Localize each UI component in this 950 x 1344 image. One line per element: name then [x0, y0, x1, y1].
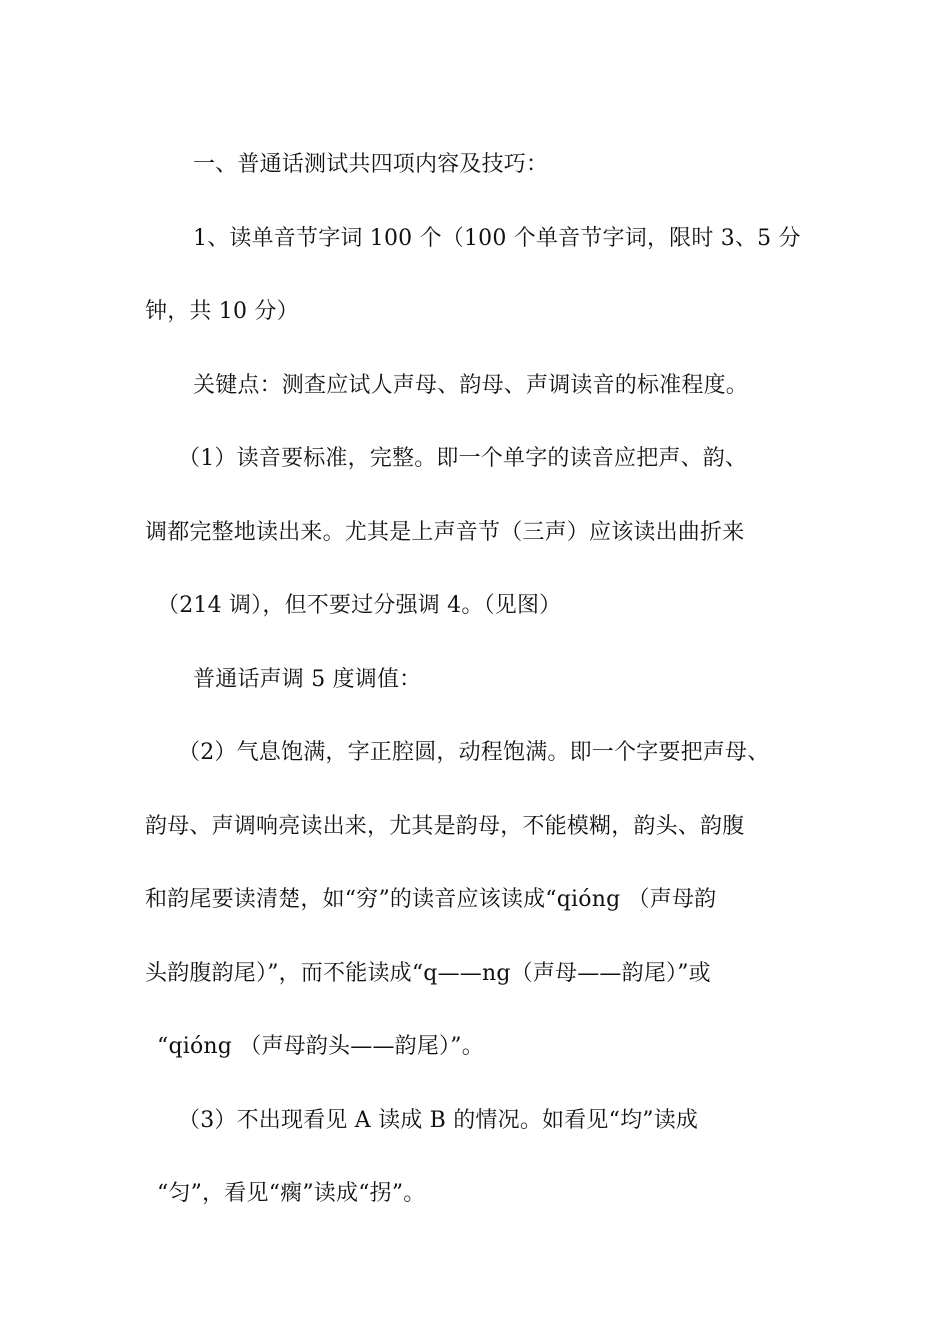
document-body: [145, 128, 825, 1231]
point-2-line-1: （2）气息饱满，字正腔圆，动程饱满。即一个字要把声母、: [178, 740, 770, 765]
point-2-line-3: 和韵尾要读清楚，如“穷”的读音应该读成“qióng （声母韵: [145, 887, 717, 912]
point-3-line-1: （3）不出现看见 A 读成 B 的情况。如看见“均”读成: [178, 1107, 699, 1133]
item-1-line-2: 钟，共 10 分）: [145, 299, 299, 324]
point-1-line-3: （214 调），但不要过分强调 4。（见图）: [157, 593, 562, 618]
point-3-line-2: “匀”，看见“瘸”读成“拐”。: [157, 1181, 426, 1206]
point-2-line-4: 头韵腹韵尾）”，而不能读成“q——ng（声母——韵尾）”或: [145, 960, 711, 986]
point-1-line-1: （1）读音要标准，完整。即一个单字的读音应把声、韵、: [178, 446, 748, 471]
key-point: 关键点：测查应试人声母、韵母、声调读音的标准程度。: [193, 372, 749, 398]
point-2-line-2: 韵母、声调响亮读出来，尤其是韵母，不能模糊，韵头、韵腹: [145, 813, 745, 839]
point-1-line-2: 调都完整地读出来。尤其是上声音节（三声）应该读出曲折来: [145, 519, 745, 545]
section-heading: 一、普通话测试共四项内容及技巧：: [193, 152, 549, 177]
tone-values-label: 普通话声调 5 度调值：: [193, 666, 422, 692]
item-1-line-1: 1、读单音节字词 100 个（100 个单音节字词，限时 3、5 分: [193, 225, 801, 251]
point-2-line-5: “qióng （声母韵头——韵尾）”。: [157, 1034, 484, 1059]
